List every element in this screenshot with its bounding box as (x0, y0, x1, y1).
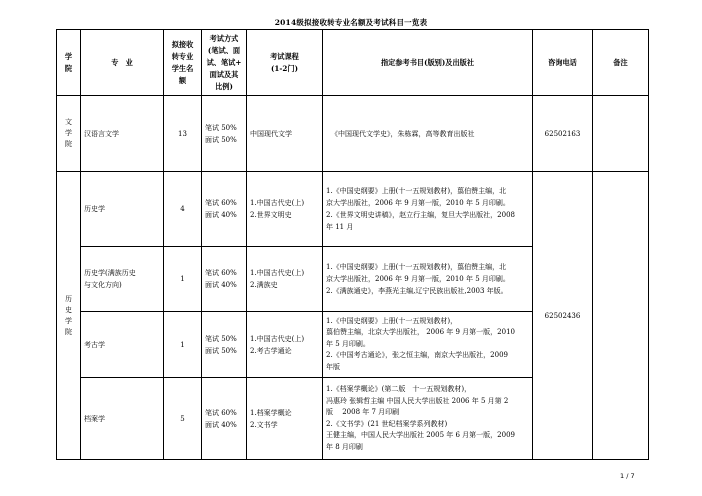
header-phone: 咨询电话 (533, 30, 593, 96)
quota-cell: 5 (164, 378, 202, 460)
method-cell: 笔试 60% 面试 40% (202, 378, 247, 460)
reference-cell: 1.《中国史纲要》上册(十一五规划教材)，翦伯赞主编，北 京大学出版社，2006 年 9 月第一版，2010 年 5 月印刷。 2.《满族通史》，李燕光主编,辽宁民族出版社,2003 年版。 (323, 247, 533, 312)
method-cell: 笔试 50% 面试 50% (202, 96, 247, 172)
reference-cell: 1.《档案学概论》(第二版 十一五规划教材)， 冯惠玲 张辑哲主编 中国人民大学出版社 2006 年 5 月第 2 版 2008 年 7 月印刷 2.《文书学》(21 世纪档案学系列教材) 王健主编，中国人民大学出版社 2005 年 6 月第一版，2009 年 8 月印刷 (323, 378, 533, 460)
table-row (57, 172, 649, 247)
phone-cell: 62502163 (533, 96, 593, 172)
course-cell: 1.中国古代史(上) 2.世界文明史 (247, 172, 323, 247)
major-cell: 历史学 (81, 172, 164, 247)
header-exam-method: 考试方式 (笔试、面 试、笔试+ 面试及其 比例) (202, 30, 247, 96)
quota-cell: 13 (164, 96, 202, 172)
header-major: 专 业 (81, 30, 164, 96)
quota-cell: 4 (164, 172, 202, 247)
page-number: 1 / 7 (620, 472, 635, 480)
quota-cell: 1 (164, 247, 202, 312)
college-cell: 文 学 院 (57, 96, 81, 172)
header-reference: 指定参考书目(版别)及出版社 (323, 30, 533, 96)
quota-table (56, 29, 649, 460)
reference-cell: 1.《中国史纲要》上册(十一五规划教材)，翦伯赞主编，北 京大学出版社，2006 年 9 月第一版，2010 年 5 月印刷。 2.《世界文明史讲稿》，赵立行主编，复旦大学出版社，2008 年 11 月 (323, 172, 533, 247)
reference-cell: 1.《中国史纲要》上册(十一五规划教材)， 翦伯赞主编，北京大学出版社， 2006 年 9 月第一版，2010 年 5 月印刷。 2.《中国考古通论》，张之恒主编，南京大学出版社，2009 年版 (323, 312, 533, 378)
major-cell: 历史学(满族历史 与文化方向) (81, 247, 164, 312)
method-cell: 笔试 60% 面试 40% (202, 172, 247, 247)
header-quota: 拟接收 转专业 学生名 额 (164, 30, 202, 96)
quota-cell: 1 (164, 312, 202, 378)
header-college: 学 院 (57, 30, 81, 96)
course-cell: 1.中国古代史(上) 2.考古学通论 (247, 312, 323, 378)
document-title: 2014级拟接收转专业名额及考试科目一览表 (274, 18, 428, 27)
course-cell: 1.档案学概论 2.文书学 (247, 378, 323, 460)
major-cell: 档案学 (81, 378, 164, 460)
method-cell: 笔试 60% 面试 40% (202, 247, 247, 312)
header-remarks: 备注 (593, 30, 649, 96)
college-cell: 历 史 学 院 (57, 172, 81, 460)
reference-cell: 《中国现代文学史》，朱栋霖，高等教育出版社 (323, 96, 533, 172)
table-row (57, 96, 649, 172)
header-row (57, 30, 649, 96)
course-cell: 中国现代文学 (247, 96, 323, 172)
phone-cell: 62502436 (533, 172, 593, 460)
major-cell: 考古学 (81, 312, 164, 378)
major-cell: 汉语言文学 (81, 96, 164, 172)
remarks-cell (593, 96, 649, 172)
method-cell: 笔试 50% 面试 50% (202, 312, 247, 378)
course-cell: 1.中国古代史(上) 2.满族史 (247, 247, 323, 312)
remarks-cell (593, 172, 649, 460)
header-exam-course: 考试课程 (1-2门) (247, 30, 323, 96)
